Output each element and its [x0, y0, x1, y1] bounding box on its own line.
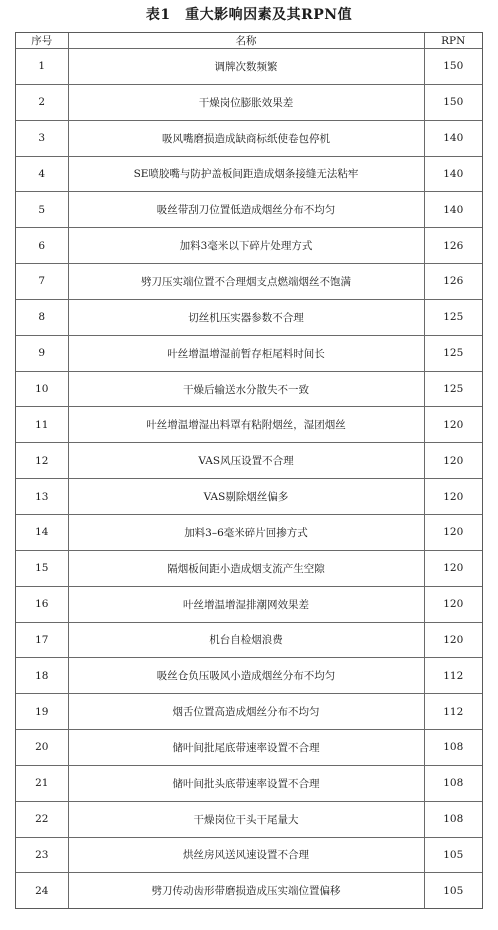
- table-row: [16, 586, 482, 622]
- row-number: 22: [16, 801, 68, 837]
- row-number: 4: [16, 156, 68, 192]
- table-row: [16, 156, 482, 192]
- table-row: [16, 514, 482, 550]
- table-row: [16, 873, 482, 908]
- row-name: 叶丝增温增湿前暂存柜尾料时间长: [68, 335, 424, 371]
- row-name: 烟舌位置高造成烟丝分布不均匀: [68, 694, 424, 730]
- row-number: 15: [16, 550, 68, 586]
- rpn-table: [16, 33, 482, 908]
- row-rpn: 125: [424, 335, 482, 371]
- row-name: 机台自检烟浪费: [68, 622, 424, 658]
- row-number: 10: [16, 371, 68, 407]
- rpn-table-container: [15, 32, 483, 909]
- header-rpn: RPN: [424, 33, 482, 49]
- row-rpn: 120: [424, 622, 482, 658]
- table-row: [16, 765, 482, 801]
- row-number: 1: [16, 49, 68, 85]
- row-name: 叶丝增温增湿出料罩有粘附烟丝，湿团烟丝: [68, 407, 424, 443]
- table-row: [16, 371, 482, 407]
- row-name: 储叶间批尾底带速率设置不合理: [68, 730, 424, 766]
- row-name: 调牌次数频繁: [68, 49, 424, 85]
- row-rpn: 140: [424, 192, 482, 228]
- row-name: 叶丝增温增湿排潮网效果差: [68, 586, 424, 622]
- row-rpn: 140: [424, 120, 482, 156]
- row-number: 16: [16, 586, 68, 622]
- row-name: 烘丝房风送风速设置不合理: [68, 837, 424, 873]
- row-rpn: 120: [424, 586, 482, 622]
- row-number: 13: [16, 479, 68, 515]
- table-row: [16, 837, 482, 873]
- table-row: [16, 407, 482, 443]
- row-number: 20: [16, 730, 68, 766]
- row-name: 干燥岗位干头干尾量大: [68, 801, 424, 837]
- table-row: [16, 550, 482, 586]
- row-rpn: 120: [424, 443, 482, 479]
- row-number: 12: [16, 443, 68, 479]
- table-row: [16, 49, 482, 85]
- table-row: [16, 479, 482, 515]
- row-name: 隔烟板间距小造成烟支流产生空隙: [68, 550, 424, 586]
- row-name: 劈刀传动齿形带磨损造成压实端位置偏移: [68, 873, 424, 908]
- row-number: 5: [16, 192, 68, 228]
- row-number: 19: [16, 694, 68, 730]
- row-name: SE喷胶嘴与防护盖板间距造成烟条接缝无法粘牢: [68, 156, 424, 192]
- row-rpn: 120: [424, 514, 482, 550]
- table-title: 表1 重大影响因素及其RPN值: [145, 7, 353, 23]
- row-rpn: 108: [424, 765, 482, 801]
- row-name: VAS剔除烟丝偏多: [68, 479, 424, 515]
- row-name: 劈刀压实端位置不合理烟支点燃端烟丝不饱满: [68, 264, 424, 300]
- row-rpn: 108: [424, 801, 482, 837]
- table-row: [16, 299, 482, 335]
- row-name: VAS风压设置不合理: [68, 443, 424, 479]
- row-rpn: 125: [424, 371, 482, 407]
- row-rpn: 120: [424, 550, 482, 586]
- row-rpn: 105: [424, 873, 482, 908]
- row-number: 6: [16, 228, 68, 264]
- row-rpn: 112: [424, 658, 482, 694]
- row-number: 17: [16, 622, 68, 658]
- table-row: [16, 658, 482, 694]
- row-name: 吸风嘴磨损造成缺商标纸使卷包停机: [68, 120, 424, 156]
- row-rpn: 108: [424, 730, 482, 766]
- table-row: [16, 192, 482, 228]
- row-number: 2: [16, 84, 68, 120]
- row-rpn: 140: [424, 156, 482, 192]
- row-name: 储叶间批头底带速率设置不合理: [68, 765, 424, 801]
- row-number: 14: [16, 514, 68, 550]
- row-rpn: 120: [424, 479, 482, 515]
- table-row: [16, 801, 482, 837]
- table-row: [16, 84, 482, 120]
- row-rpn: 125: [424, 299, 482, 335]
- row-name: 切丝机压实器参数不合理: [68, 299, 424, 335]
- table-row: [16, 730, 482, 766]
- row-name: 干燥岗位膨胀效果差: [68, 84, 424, 120]
- row-number: 8: [16, 299, 68, 335]
- table-row: [16, 228, 482, 264]
- row-number: 21: [16, 765, 68, 801]
- header-no: 序号: [16, 33, 68, 49]
- table-row: [16, 264, 482, 300]
- row-rpn: 150: [424, 49, 482, 85]
- table-row: [16, 335, 482, 371]
- table-row: [16, 120, 482, 156]
- row-number: 24: [16, 873, 68, 908]
- table-row: [16, 694, 482, 730]
- row-number: 7: [16, 264, 68, 300]
- header-name: 名称: [68, 33, 424, 49]
- table-row: [16, 622, 482, 658]
- row-number: 9: [16, 335, 68, 371]
- row-name: 吸丝带刮刀位置低造成烟丝分布不均匀: [68, 192, 424, 228]
- table-header-row: [16, 33, 482, 49]
- row-rpn: 105: [424, 837, 482, 873]
- row-rpn: 120: [424, 407, 482, 443]
- row-rpn: 112: [424, 694, 482, 730]
- row-name: 加料3毫米以下碎片处理方式: [68, 228, 424, 264]
- row-name: 干燥后输送水分散失不一致: [68, 371, 424, 407]
- row-rpn: 126: [424, 228, 482, 264]
- row-number: 11: [16, 407, 68, 443]
- row-name: 加料3–6毫米碎片回掺方式: [68, 514, 424, 550]
- row-name: 吸丝仓负压吸风小造成烟丝分布不均匀: [68, 658, 424, 694]
- row-rpn: 126: [424, 264, 482, 300]
- row-number: 23: [16, 837, 68, 873]
- row-number: 3: [16, 120, 68, 156]
- row-number: 18: [16, 658, 68, 694]
- table-row: [16, 443, 482, 479]
- row-rpn: 150: [424, 84, 482, 120]
